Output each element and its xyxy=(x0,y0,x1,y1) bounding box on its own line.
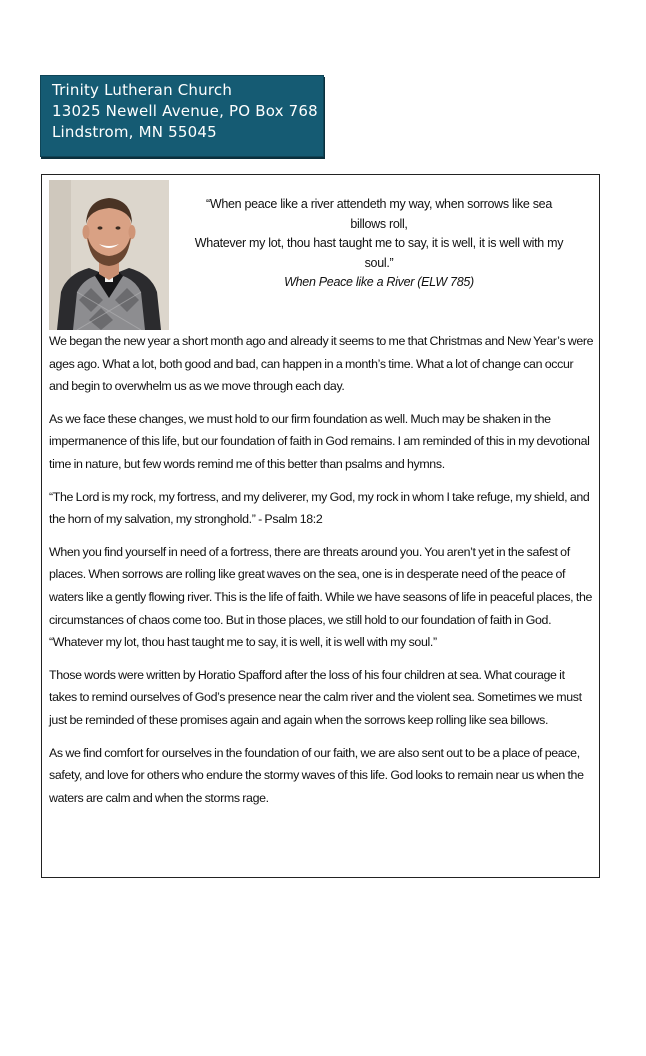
paragraph: We began the new year a short month ago and already it seems to me that Christmas and New Year’s were ages ago. What a lot, both good and bad, can happen in a month’s time. What a lot of change can occur and begin to overwhelm us as we move through each day. xyxy=(49,334,594,394)
pastor-photo xyxy=(49,180,169,330)
article-body xyxy=(49,330,595,819)
church-city-state-zip: Lindstrom, MN 55045 xyxy=(52,123,217,141)
paragraph: When you find yourself in need of a fortress, there are threats around you. You aren’t yet in the safest of places. When sorrows are rolling like great waves on the sea, one is in desperate need of the peace of waters like a gently flowing river. This is the life of faith. While we have seasons of life in peaceful places, the circumstances of chaos come too. But in those places, we still hold to our foundation of faith in God. “Whatever my lot, thou hast taught me to say, it is well, it is well with my soul.” xyxy=(49,544,593,650)
paragraph: “The Lord is my rock, my fortress, and my deliverer, my God, my rock in whom I take refuge, my shield, and the horn of my salvation, my stronghold.” - Psalm 18:2 xyxy=(49,489,590,527)
church-name: Trinity Lutheran Church xyxy=(52,81,233,99)
paragraph: As we face these changes, we must hold to our firm foundation as well. Much may be shaken in the impermanence of this life, but our foundation of faith in God remains. I am reminded of this in my devotional time in nature, but few words remind me of this better than psalms and hymns. xyxy=(49,411,590,471)
church-street-address: 13025 Newell Avenue, PO Box 768 xyxy=(52,102,318,120)
quote-line-2: Whatever my lot, thou hast taught me to say, it is well, it is well with my soul.” xyxy=(194,236,564,270)
quote-source: When Peace like a River (ELW 785) xyxy=(284,275,474,289)
pastor-portrait-image xyxy=(49,180,169,330)
hymn-quote xyxy=(192,195,566,293)
paragraph: As we find comfort for ourselves in the foundation of our faith, we are also sent out to be a place of peace, safety, and love for others who endure the stormy waves of this life. God looks to remain near us when the waters are calm and when the storms rage. xyxy=(49,745,584,805)
quote-line-1: “When peace like a river attendeth my way, when sorrows like sea billows roll, xyxy=(205,197,552,231)
church-address-box xyxy=(40,75,324,157)
pastor-article xyxy=(41,174,600,878)
paragraph: Those words were written by Horatio Spafford after the loss of his four children at sea. What courage it takes to remind ourselves of God’s presence near the calm river and the violent sea. Sometimes we must just be reminded of these promises again and again when the sorrows keep rolling like sea billows. xyxy=(49,667,582,727)
